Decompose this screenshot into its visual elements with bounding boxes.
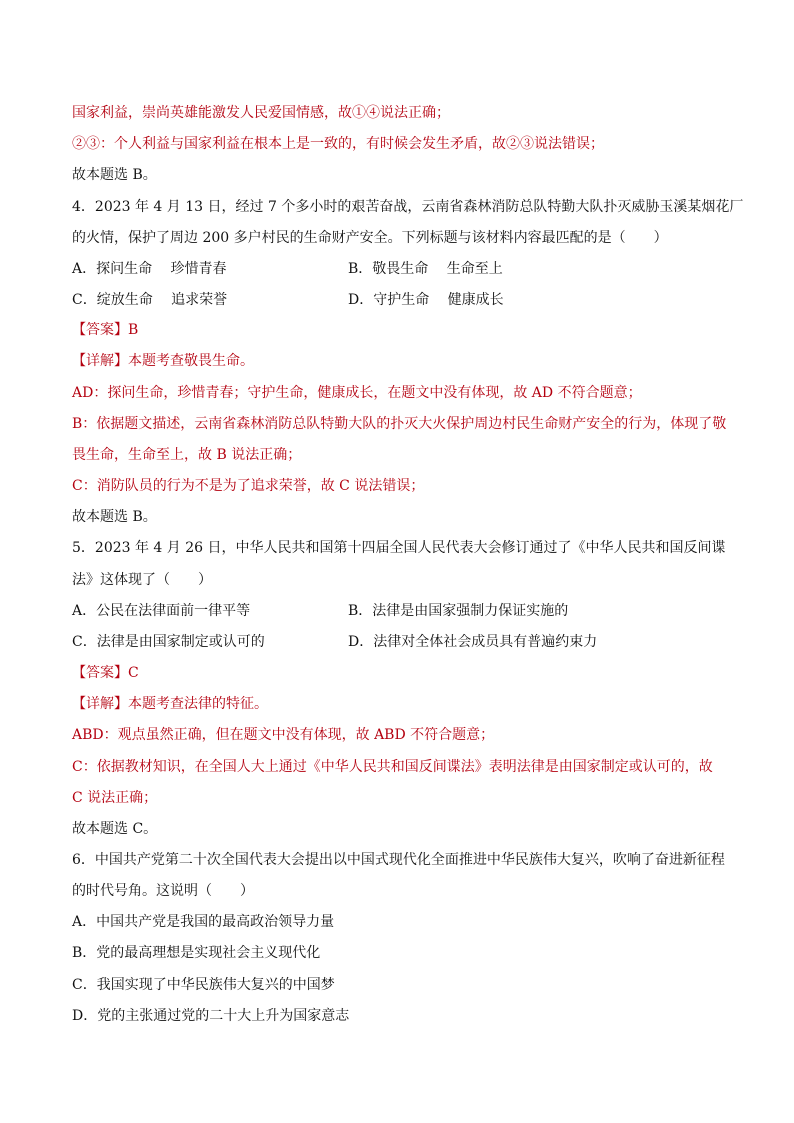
q6-option-d: D．党的主张通过党的二十大上升为国家意志 <box>72 1008 350 1024</box>
q3-explanation-line-2: ②③：个人利益与国家利益在根本上是一致的，有时候会发生矛盾，故②③说法错误； <box>72 136 604 152</box>
q4-stem-line-2: 的火情，保护了周边 200 多户村民的生命财产安全。下列标题与该材料内容最匹配的是（ ） <box>72 230 668 246</box>
q5-explanation-line-2a: C：依据教材知识，在全国人大上通过《中华人民共和国反间谍法》表明法律是由国家制定或认可的，故 <box>72 759 713 775</box>
q4-answer: 【答案】B <box>72 322 139 338</box>
q3-conclusion: 故本题选 B。 <box>72 167 157 183</box>
q4-conclusion: 故本题选 B。 <box>72 509 157 525</box>
q5-explanation-line-2b: C 说法正确； <box>72 790 158 806</box>
q6-stem-line-2: 的时代号角。这说明（ ） <box>72 883 254 899</box>
q5-answer: 【答案】C <box>72 665 139 681</box>
q5-conclusion: 故本题选 C。 <box>72 821 158 837</box>
q5-explanation-line-1: ABD：观点虽然正确，但在题文中没有体现，故 ABD 不符合题意； <box>72 727 495 743</box>
q6-stem-line-1: 6．中国共产党第二十次全国代表大会提出以中国式现代化全面推进中华民族伟大复兴，吹响了奋进新征程 <box>72 852 725 868</box>
q4-stem-line-1: 4．2023 年 4 月 13 日，经过 7 个多小时的艰苦奋战，云南省森林消防总队特勤大队扑灭威胁玉溪某烟花厂 <box>72 199 744 215</box>
q5-option-c: C．法律是由国家制定或认可的 <box>72 634 265 650</box>
q5-stem-line-1: 5．2023 年 4 月 26 日，中华人民共和国第十四届全国人民代表大会修订通过了《中华人民共和国反间谍 <box>72 540 726 556</box>
q5-option-a: A．公民在法律面前一律平等 <box>72 603 251 619</box>
q4-option-b: B．敬畏生命 生命至上 <box>348 261 503 277</box>
q5-option-b: B．法律是由国家强制力保证实施的 <box>348 603 569 619</box>
q6-option-b: B．党的最高理想是实现社会主义现代化 <box>72 945 321 961</box>
q5-stem-line-2: 法》这体现了（ ） <box>72 572 212 588</box>
q4-explanation-line-2a: B：依据题文描述，云南省森林消防总队特勤大队的扑灭大火保护周边村民生命财产安全的行为，体现了敬 <box>72 416 727 432</box>
q3-explanation-line-1: 国家利益，崇尚英雄能激发人民爱国情感，故①④说法正确； <box>72 105 450 121</box>
q4-option-c: C．绽放生命 追求荣誉 <box>72 292 228 308</box>
q5-detail: 【详解】本题考查法律的特征。 <box>72 696 268 712</box>
q4-explanation-line-1: AD：探问生命，珍惜青春；守护生命，健康成长，在题文中没有体现，故 AD 不符合题意； <box>72 385 642 401</box>
q4-option-a: A．探问生命 珍惜青春 <box>72 261 227 277</box>
q5-option-d: D．法律对全体社会成员具有普遍约束力 <box>348 634 598 650</box>
q4-option-d: D．守护生命 健康成长 <box>348 292 504 308</box>
q6-option-c: C．我国实现了中华民族伟大复兴的中国梦 <box>72 977 335 993</box>
q4-explanation-line-3: C：消防队员的行为不是为了追求荣誉，故 C 说法错误； <box>72 478 425 494</box>
q6-option-a: A．中国共产党是我国的最高政治领导力量 <box>72 914 335 930</box>
q4-detail: 【详解】本题考查敬畏生命。 <box>72 353 254 369</box>
q4-explanation-line-2b: 畏生命，生命至上，故 B 说法正确； <box>72 447 302 463</box>
